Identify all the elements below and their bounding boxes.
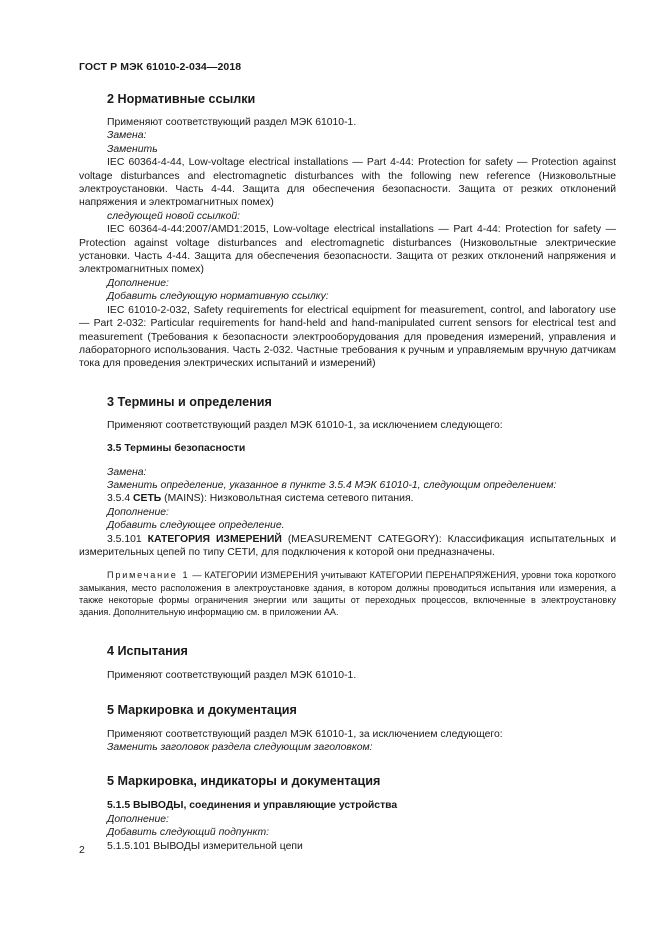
section-3 [79,394,616,618]
section-4 [79,643,616,682]
subsection-title: 5.1.5 ВЫВОДЫ, соединения и управляющие устройства [107,800,398,812]
paragraph-italic: Дополнение: [107,277,169,289]
section-title: 3 Термины и определения [107,394,272,409]
note-paragraph [79,569,616,618]
definition-paragraph [79,533,616,560]
paragraph-italic: Заменить [107,143,158,155]
paragraph-italic: Замена: [107,466,147,478]
paragraph: Применяют соответствующий раздел МЭК 61010-1, за исключением следующего: [107,419,503,431]
paragraph-italic: Дополнение: [107,813,169,825]
term-number: 3.5.101 [107,533,142,545]
paragraph: Применяют соответствующий раздел МЭК 61010-1, за исключением следующего: [107,728,503,740]
section-title: 4 Испытания [107,644,188,659]
page-number: 2 [79,845,85,856]
subsection-title: 3.5 Термины безопасности [107,443,246,455]
paragraph-italic: Заменить определение, указанное в пункте 3.5.4 МЭК 61010-1, следующим определением: [107,479,557,491]
paragraph: 5.1.5.101 ВЫВОДЫ измерительной цепи [107,840,303,852]
term-name: СЕТЬ [133,493,162,505]
paragraph-italic: Дополнение: [107,506,169,518]
note-text: — КАТЕГОРИИ ИЗМЕРЕНИЯ учитывают КАТЕГОРИИ ПЕРЕНАПРЯЖЕНИЯ, уровни тока короткого замыкания, место расположения в электроустановке здания, в котором должны проводиться испытания или измерения, а также некоторые формы ограничения энергии или защиты от переходных процессов, включенные в электроустановку здания. Дополнительную информацию см. в приложении АА. [79,570,616,617]
page-content [79,91,616,853]
paragraph-italic: Добавить следующее определение. [107,520,285,532]
definition-paragraph [79,492,616,505]
paragraph: Применяют соответствующий раздел МЭК 61010-1. [107,670,357,682]
section-title: 2 Нормативные ссылки [107,92,256,106]
paragraph-italic: Замена: [107,130,147,142]
paragraph: IEC 60364-4-44, Low-voltage electrical installations — Part 4-44: Protection for safety — Protection against voltage disturbances and electromagnetic disturbances with the following new reference (Низковольтные электроустановки. Часть 4-44. Защита для обеспечения безопасности. Защита от резких отклонений напряжения и электромагнитных помех) [79,157,616,209]
note-label: Примечание 1 [107,570,190,581]
section-5-marking-indicators [79,773,616,853]
paragraph-italic: Добавить следующий подпункт: [107,827,270,839]
paragraph: Применяют соответствующий раздел МЭК 61010-1. [107,117,357,128]
paragraph-italic: Заменить заголовок раздела следующим заголовком: [107,742,373,753]
paragraph-italic: Добавить следующую нормативную ссылку: [107,291,329,303]
term-definition: (MAINS): Низковольтная система сетевого питания. [164,493,414,505]
term-name: КАТЕГОРИЯ ИЗМЕРЕНИЙ [147,533,282,545]
section-title: 5 Маркировка и документация [107,702,297,717]
section-title: 5 Маркировка, индикаторы и документация [107,774,381,789]
term-number: 3.5.4 [107,493,131,505]
section-2 [79,91,616,371]
running-header: ГОСТ Р МЭК 61010-2-034—2018 [79,61,242,73]
term-definition: (MEASUREMENT CATEGORY): Классификация испытательных и измерительных цепей по типу СЕТИ, для подключения к которой они предназначены. [79,533,617,558]
paragraph: IEC 60364-4-44:2007/AMD1:2015, Low-voltage electrical installations — Part 4-44: Protection for safety — Protection against voltage disturbances and electromagnetic disturbances (Низковольтные электрические установки. Часть 4-44. Защита для обеспечения безопасности. Защита от резких отклонений напряжения и электромагнитных помех) [79,224,616,276]
section-5-marking [79,702,616,755]
paragraph: IEC 61010-2-032, Safety requirements for electrical equipment for measurement, control, and laboratory use — Part 2-032: Particular requirements for hand-held and hand-manipulated current sensors for electrical test and measurement (Требования к безопасности электрооборудования для проведения измерений, управления и лабораторного использования. Часть 2-032. Частные требования к ручным и управляемым вручную датчикам тока для проведения электрических испытаний и измерений) [79,304,616,370]
paragraph-italic: следующей новой ссылкой: [107,210,241,222]
